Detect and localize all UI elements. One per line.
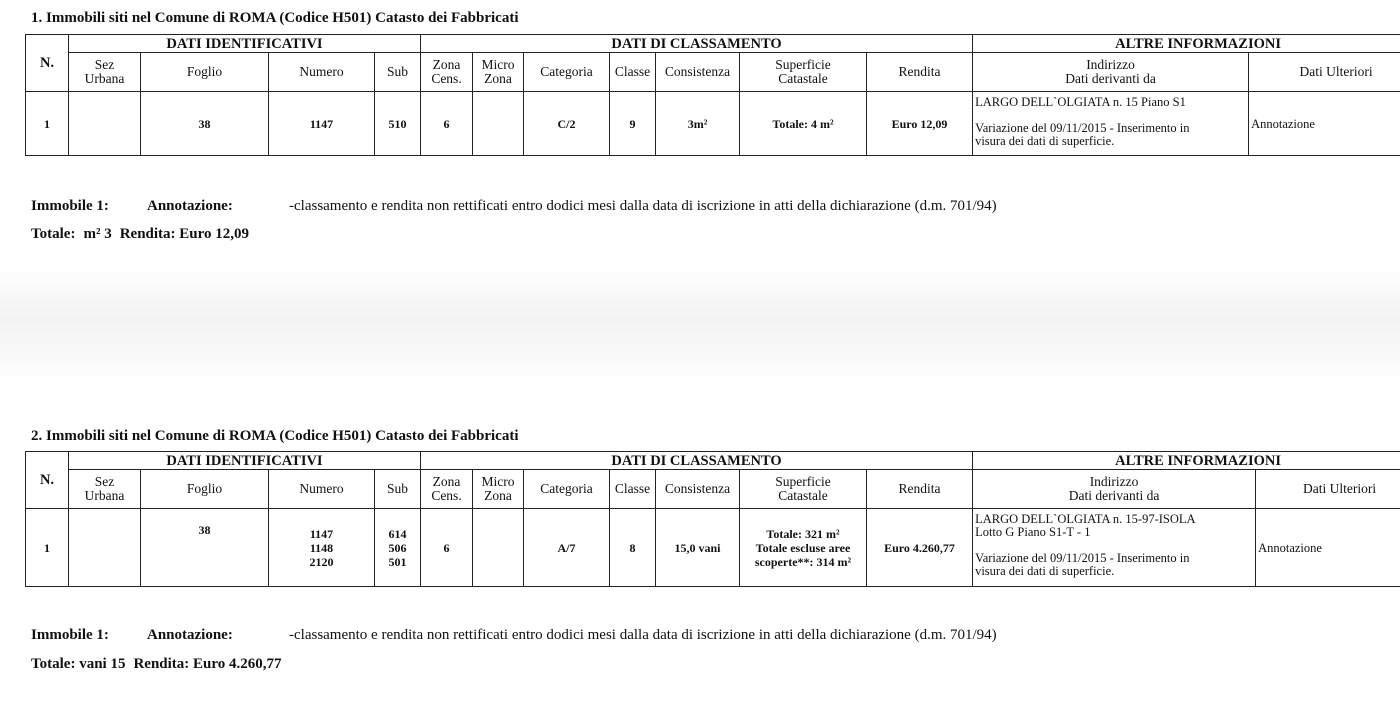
col-sez-urbana: Sez Urbana <box>69 53 141 92</box>
column-header-row <box>26 470 1400 509</box>
col-consistenza: Consistenza <box>656 470 740 509</box>
cell-sub: 614 506 501 <box>375 509 421 587</box>
group-dati-identificativi: DATI IDENTIFICATIVI <box>69 452 421 470</box>
cell-foglio: 38 <box>141 92 269 156</box>
cell-indirizzo <box>973 509 1256 587</box>
derivanti-line: visura dei dati di superficie. <box>975 134 1115 148</box>
group-altre-informazioni: ALTRE INFORMAZIONI <box>973 35 1400 53</box>
group-header-row <box>26 35 1400 53</box>
totale-label: Totale: vani 15 <box>31 656 126 672</box>
col-indirizzo: Indirizzo Dati derivanti da <box>973 53 1249 92</box>
col-sub: Sub <box>375 470 421 509</box>
annotation-label: Annotazione: <box>147 198 233 214</box>
col-zona-cens: Zona Cens. <box>421 53 473 92</box>
cell-superficie: Totale: 4 m² <box>740 92 867 156</box>
group-dati-classamento: DATI DI CLASSAMENTO <box>421 452 973 470</box>
col-rendita: Rendita <box>867 53 973 92</box>
col-foglio: Foglio <box>141 53 269 92</box>
col-numero: Numero <box>269 53 375 92</box>
col-sez-urbana: Sez Urbana <box>69 470 141 509</box>
section-1-title: 1. Immobili siti nel Comune di ROMA (Codice H501) Catasto dei Fabbricati <box>31 10 519 26</box>
cell-rendita: Euro 12,09 <box>867 92 973 156</box>
section-2-title: 2. Immobili siti nel Comune di ROMA (Codice H501) Catasto dei Fabbricati <box>31 428 519 444</box>
derivanti-line: Variazione del 09/11/2015 - Inserimento in <box>975 121 1190 135</box>
section-1-table <box>25 34 1400 156</box>
cell-foglio: 38 <box>141 509 269 587</box>
table-row <box>26 92 1400 156</box>
cell-consistenza: 15,0 vani <box>656 509 740 587</box>
col-consistenza: Consistenza <box>656 53 740 92</box>
col-rendita: Rendita <box>867 470 973 509</box>
section-1-annotation <box>31 198 997 215</box>
annotation-text: -classamento e rendita non rettificati entro dodici mesi dalla data di iscrizione in atti della dichiarazione (d.m. 701/94) <box>289 198 997 214</box>
derivanti-line: Variazione del 09/11/2015 - Inserimento in <box>975 551 1190 565</box>
table-row <box>26 509 1400 587</box>
col-superficie: Superficie Catastale <box>740 470 867 509</box>
indirizzo-line: LARGO DELL`OLGIATA n. 15-97-ISOLA <box>975 512 1196 526</box>
col-zona-cens: Zona Cens. <box>421 470 473 509</box>
section-2-table <box>25 451 1400 587</box>
scan-shading <box>0 265 1400 385</box>
col-dati-ulteriori: Dati Ulteriori <box>1256 470 1400 509</box>
totale-rendita: Rendita: Euro 12,09 <box>119 226 250 242</box>
cell-classe: 8 <box>610 509 656 587</box>
col-micro-zona: Micro Zona <box>473 53 524 92</box>
cell-sub: 510 <box>375 92 421 156</box>
group-altre-informazioni: ALTRE INFORMAZIONI <box>973 452 1400 470</box>
col-numero: Numero <box>269 470 375 509</box>
col-micro-zona: Micro Zona <box>473 470 524 509</box>
cell-n: 1 <box>26 509 69 587</box>
annotation-text: -classamento e rendita non rettificati entro dodici mesi dalla data di iscrizione in atti della dichiarazione (d.m. 701/94) <box>289 627 997 643</box>
cell-rendita: Euro 4.260,77 <box>867 509 973 587</box>
section-2-annotation <box>31 627 997 644</box>
derivanti-line: visura dei dati di superficie. <box>975 564 1115 578</box>
column-header-row <box>26 53 1400 92</box>
totale-label: Totale: <box>31 226 76 242</box>
cell-zona-cens: 6 <box>421 509 473 587</box>
group-dati-identificativi: DATI IDENTIFICATIVI <box>69 35 421 53</box>
col-categoria: Categoria <box>524 470 610 509</box>
cell-classe: 9 <box>610 92 656 156</box>
section-1-totale <box>31 226 257 243</box>
cell-numero: 1147 <box>269 92 375 156</box>
cell-superficie: Totale: 321 m² Totale escluse aree scoperte**: 314 m² <box>740 509 867 587</box>
col-indirizzo: Indirizzo Dati derivanti da <box>973 470 1256 509</box>
annotation-label: Annotazione: <box>147 627 233 643</box>
totale-rendita: Rendita: Euro 4.260,77 <box>133 656 282 672</box>
group-dati-classamento: DATI DI CLASSAMENTO <box>421 35 973 53</box>
col-classe: Classe <box>610 53 656 92</box>
col-foglio: Foglio <box>141 470 269 509</box>
cell-dati-ulteriori: Annotazione <box>1256 509 1400 587</box>
cell-consistenza: 3m² <box>656 92 740 156</box>
section-2-totale <box>31 656 290 673</box>
indirizzo-line: LARGO DELL`OLGIATA n. 15 Piano S1 <box>975 95 1186 109</box>
cell-micro-zona <box>473 92 524 156</box>
cell-dati-ulteriori: Annotazione <box>1249 92 1400 156</box>
cell-indirizzo <box>973 92 1249 156</box>
cell-zona-cens: 6 <box>421 92 473 156</box>
col-dati-ulteriori: Dati Ulteriori <box>1249 53 1400 92</box>
annotation-immobile: Immobile 1: <box>31 198 109 214</box>
annotation-immobile: Immobile 1: <box>31 627 109 643</box>
col-n: N. <box>26 35 69 92</box>
col-n: N. <box>26 452 69 509</box>
col-classe: Classe <box>610 470 656 509</box>
cell-sez-urbana <box>69 92 141 156</box>
col-categoria: Categoria <box>524 53 610 92</box>
cell-numero: 1147 1148 2120 <box>269 509 375 587</box>
col-superficie: Superficie Catastale <box>740 53 867 92</box>
cell-micro-zona <box>473 509 524 587</box>
indirizzo-line: Lotto G Piano S1-T - 1 <box>975 525 1091 539</box>
totale-value: m² 3 <box>83 226 112 242</box>
group-header-row <box>26 452 1400 470</box>
cell-categoria: C/2 <box>524 92 610 156</box>
cell-sez-urbana <box>69 509 141 587</box>
cell-categoria: A/7 <box>524 509 610 587</box>
col-sub: Sub <box>375 53 421 92</box>
cell-n: 1 <box>26 92 69 156</box>
